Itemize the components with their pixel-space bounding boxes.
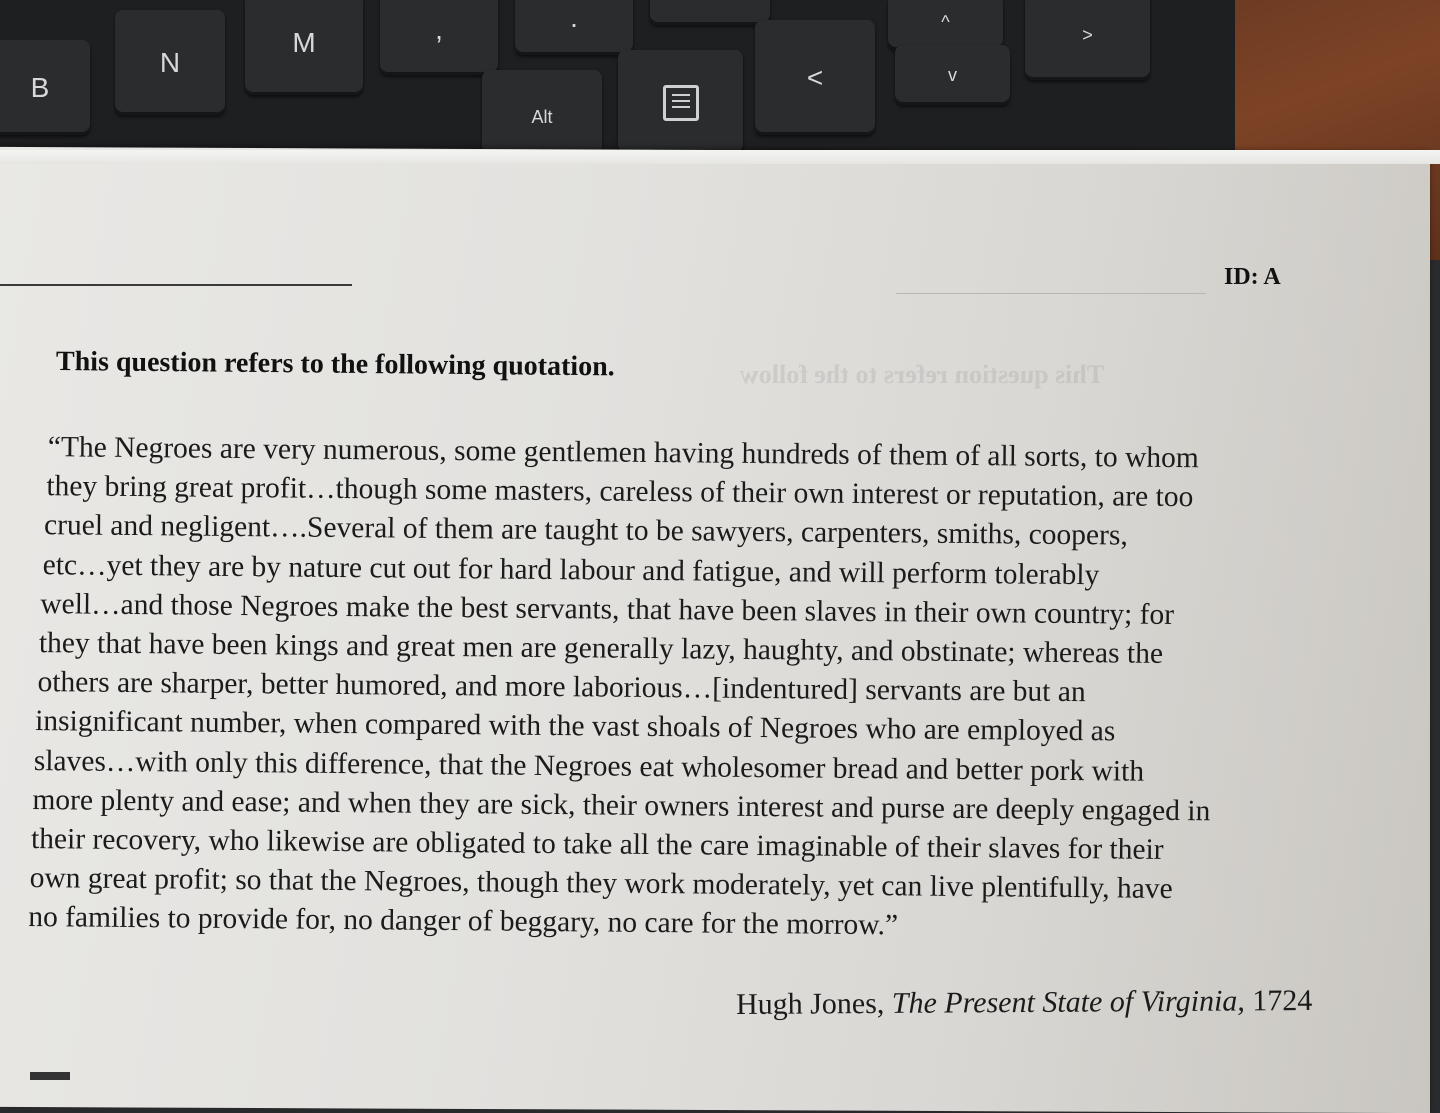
quote-line: insignificant number, when compared with the vast shoals of Negroes who are employed as [35, 705, 1116, 748]
key-menu [618, 50, 743, 155]
question-heading: This question refers to the following quotation. [55, 346, 615, 383]
bleed-through-heading: This question refers to the follow [740, 360, 1105, 389]
name-line [0, 284, 352, 286]
citation [736, 984, 1313, 1022]
citation-author: Hugh Jones, [735, 986, 892, 1022]
paper-edge [0, 150, 1440, 164]
citation-title: The Present State of Virginia, [891, 984, 1245, 1020]
quote-line: more plenty and ease; and when they are sick, their owners interest and purse are deeply engaged in [32, 783, 1211, 828]
key-m: M [245, 0, 363, 95]
quote-line: they bring great profit…though some masters, careless of their own interest or reputation, are too [46, 470, 1194, 514]
citation-year: 1724 [1244, 983, 1313, 1018]
key-arrow-right: > [1025, 0, 1150, 80]
quote-line: “The Negroes are very numerous, some gentlemen having hundreds of them of all sorts, to whom [47, 431, 1199, 475]
key-arrow-down: v [895, 45, 1010, 105]
quotation [27, 428, 1402, 951]
quote-line: own great profit; so that the Negroes, though they work moderately, yet can live plentifully, have [29, 862, 1173, 906]
quote-line: cruel and negligent….Several of them are taught to be sawyers, carpenters, smiths, coopers, [43, 509, 1128, 552]
key-period: . [515, 0, 633, 55]
key-b: B [0, 40, 90, 135]
quote-line: etc…yet they are by nature cut out for hard labour and fatigue, and will perform tolerably [42, 548, 1100, 591]
next-text-fragment [30, 1072, 70, 1080]
key-comma: , [380, 0, 498, 75]
quote-line: no families to provide for, no danger of beggary, no care for the morrow.” [28, 901, 899, 942]
quote-line: others are sharper, better humored, and more laborious…[indentured] servants are but an [37, 666, 1086, 709]
quote-line: their recovery, who likewise are obligated to take all the care imaginable of their slaves for their [30, 823, 1164, 866]
key-blank [650, 0, 770, 25]
quote-line: they that have been kings and great men are generally lazy, haughty, and obstinate; whereas the [38, 627, 1164, 670]
key-arrow-left: < [755, 20, 875, 135]
document-id: ID: A [1224, 264, 1281, 290]
menu-icon [663, 85, 699, 121]
keyboard [0, 0, 1235, 170]
key-arrow-up: ^ [888, 0, 1003, 50]
key-n: N [115, 10, 225, 115]
quote-line: well…and those Negroes make the best servants, that have been slaves in their own country; for [40, 587, 1175, 631]
bleed-through-line [896, 293, 1206, 294]
key-alt: Alt [482, 70, 602, 165]
quote-line: slaves…with only this difference, that the Negroes eat wholesomer bread and better pork with [33, 744, 1145, 788]
